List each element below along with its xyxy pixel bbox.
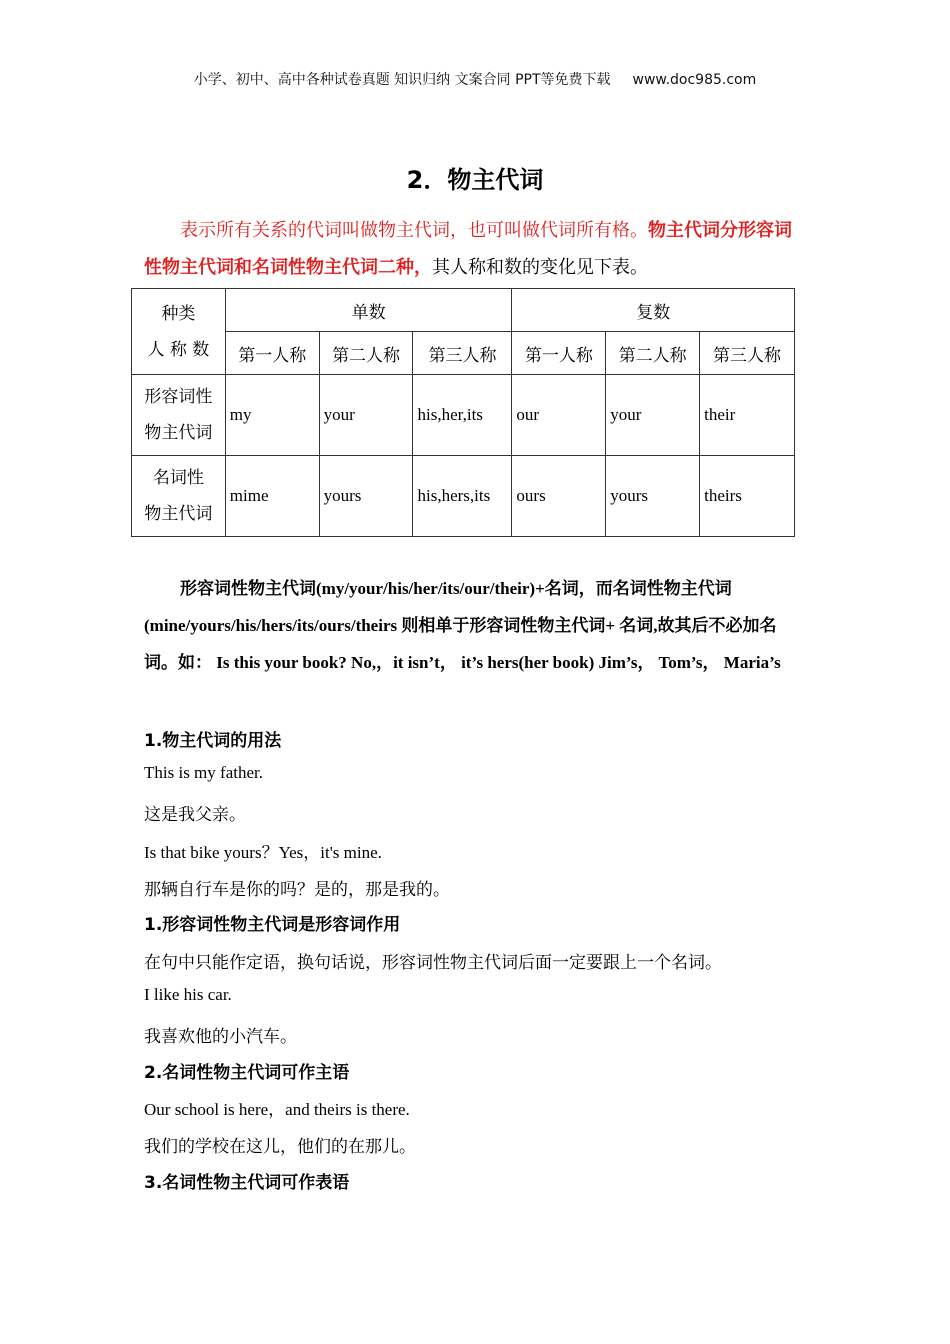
example-en: I like his car. — [144, 985, 232, 1004]
intro-red: 表示所有关系的代词叫做物主代词，也可叫做代词所有格。 — [180, 220, 648, 241]
row-label-line: 物主代词 — [144, 423, 213, 443]
table-cell: yours — [319, 456, 413, 537]
table-cell: mime — [225, 456, 319, 537]
table-row — [132, 456, 795, 537]
row-label — [132, 456, 226, 537]
table-cell: yours — [606, 456, 700, 537]
row-label-line: 名词性 — [152, 468, 204, 488]
row-label-line: 形容词性 — [144, 387, 213, 407]
intro-paragraph — [144, 212, 804, 286]
example-cn: 我喜欢他的小汽车。 — [144, 1027, 297, 1047]
table-cell: your — [606, 375, 700, 456]
heading-usage: 1.物主代词的用法 — [144, 731, 282, 751]
corner-bottom: 人 称 数 — [147, 339, 210, 360]
header-singular: 单数 — [225, 289, 512, 332]
example-en: This is my father. — [144, 763, 263, 782]
table-cell: theirs — [700, 456, 795, 537]
example-en: Is that bike yours？Yes，it's mine. — [144, 843, 382, 862]
person-header: 第一人称 — [512, 332, 606, 375]
table-cell: his,her,its — [413, 375, 512, 456]
header-text: 小学、初中、高中各种试卷真题 知识归纳 文案合同 PPT等免费下载 — [193, 72, 611, 88]
example-cn: 这是我父亲。 — [144, 805, 246, 825]
example-en: Our school is here，and theirs is there. — [144, 1100, 410, 1119]
person-header: 第二人称 — [606, 332, 700, 375]
heading-adjective: 1.形容词性物主代词是形容词作用 — [144, 915, 401, 935]
table-cell: your — [319, 375, 413, 456]
pronoun-table — [131, 288, 795, 537]
person-header: 第三人称 — [700, 332, 795, 375]
example-cn: 我们的学校在这儿，他们的在那儿。 — [144, 1137, 416, 1157]
table-cell: his,hers,its — [413, 456, 512, 537]
person-header: 第二人称 — [319, 332, 413, 375]
heading-subject: 2.名词性物主代词可作主语 — [144, 1063, 350, 1083]
table-cell: our — [512, 375, 606, 456]
corner-top: 种类 — [161, 303, 196, 324]
person-header: 第一人称 — [225, 332, 319, 375]
intro-rest: 其人称和数的变化见下表。 — [432, 257, 648, 278]
table-corner — [132, 289, 226, 375]
table-cell: ours — [512, 456, 606, 537]
header-plural: 复数 — [512, 289, 795, 332]
row-label — [132, 375, 226, 456]
section-title: 2．物主代词 — [406, 166, 544, 194]
example-cn: 那辆自行车是你的吗？是的，那是我的。 — [144, 880, 450, 900]
page-header — [0, 69, 950, 89]
row-label-line: 物主代词 — [144, 504, 213, 524]
explanation-paragraph: 形容词性物主代词(my/your/his/her/its/our/their)+名词，而名词性物主代词(mine/yours/his/hers/its/ours/theirs 则相单于形容词性物主代词+ 名词,故其后不必加名词。如： Is this your book? No,，it isn’t， it’s hers(her book) Jim’s， Tom’s， Maria’s — [144, 579, 781, 672]
description-text: 在句中只能作定语，换句话说，形容词性物主代词后面一定要跟上一个名词。 — [144, 953, 722, 973]
header-url[interactable]: www.doc985.com — [632, 72, 757, 88]
table-cell: my — [225, 375, 319, 456]
person-header: 第三人称 — [413, 332, 512, 375]
table-row — [132, 375, 795, 456]
heading-predicative: 3.名词性物主代词可作表语 — [144, 1173, 350, 1193]
intro-red-bold: 物主代词分形容词性物主代词和名词性物主代词二种， — [144, 220, 792, 278]
table-cell: their — [700, 375, 795, 456]
